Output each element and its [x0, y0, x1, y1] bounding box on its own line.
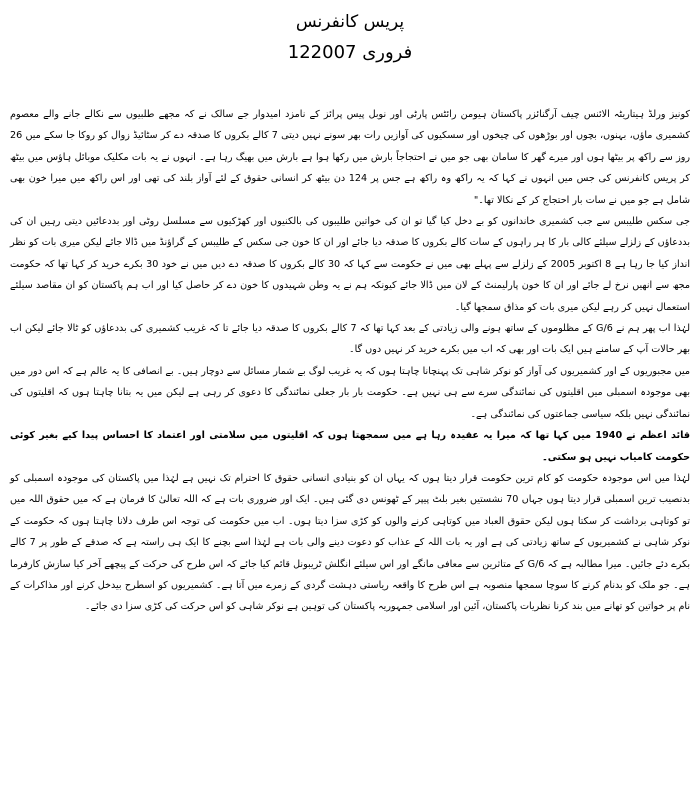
document-date: 12فروری 2007: [287, 42, 413, 63]
document-body: [10, 104, 690, 618]
paragraph: کونیز ورلڈ ہیتاریٹہ الائنس چیف آرگنائزر پاکستان ہیومن رائٹس پارٹی اور نوبل پیس پرائز کے نامزد امیدوار جے سالک نے کہ مجھے طلبیوں سے نکالے جانے والے معصوم کشمیری ماؤں، بہنوں، بچوں اور بوڑھوں کی چیخوں اور سسکیوں کی آوازیں رات بھر سونے نہیں دیتی 7 کالے بکروں کا صدقہ دے کر سٹائیڈ زوال کو روکا جا سکے میں 26 روز سے راکھ پر بیٹھا ہوں اور میرے گھر کا سامان بھی جو میں نے احتجاجاً بارش میں رکھا ہوا ہے بارش میں بھیگ رہا ہے۔ انہوں نے یہ بات مکلیک موبائل ہاؤس میں بیٹھ کر پریس کانفرنس کی جس میں انہوں نے کہا کہ یہ راکھ وہ راکھ ہے جس پر 124 دن بیٹھ کر انسانی حقوق کے لئے آواز بلند کی تھی اور اس راکھ میں میرا خون بھی شامل ہے جو میں نے سات بار احتجاج کر کے نکالا تھا۔": [10, 109, 690, 206]
paragraph: میں مجبوریوں کے اور کشمیریوں کی آواز کو نوکر شاہی تک پہنچانا چاہتا ہوں کہ یہ غریب لوگ بے شمار مسائل سے دوچار ہیں۔ بے انصافی کا یہ عالم ہے کہ اس دور میں بھی موجودہ اسمبلی میں اقلیتوں کی نمائندگی سرے سے ہی نہیں ہے۔ حکومت بار بار جعلی نمائندگی کا دعوی کر رہی ہے لیکن میں یہ بتانا چاہتا ہوں کہ اقلیتوں کی نمائندگی نہیں بلکہ سیاسی جماعتوں کی نمائندگی ہے۔: [10, 365, 690, 420]
paragraph: جی سکس طلیبس سے جب کشمیری خاندانوں کو بے دخل کیا گیا تو ان کی خواتین طلیبوں کی بالکنیوں اور کھڑکیوں سے مسلسل روٹی اور بددعائیں دیتی رہیں ان کی بددعاؤں کے زلزلے سیلئے کالی بار کا ہر راہوں کے سات کالے بکروں کا صدقہ دیا جائے اور ان کا خون جی سکس کے طلیبس کے گراؤنڈ میں ڈالا جائے لیکن میری بات کو نظر انداز کیا جا رہا ہے 8 اکتوبر 2005 کے زلزلے سے پہلے بھی میں نے حکومت سے کہا کہ 30 کالے بکروں کا صدقہ دے دیں میں نے خود 30 بکرے خرید کر کہا تھا کہ حکومت مجھ سے انھیں نرخ لے جائے اور ان کا خون پارلیمنٹ کے لان میں ڈالا جائے کیونکہ ہم نے یہ وطن شہیدوں کا خون دے کر حاصل کیا اور اب ہم پاکستان کو ان مقاصد سیلئے استعمال نہیں کر رہے لیکن میری بات کو مذاق سمجھا گیا۔: [10, 216, 690, 313]
document-title: پریس کانفرنس: [295, 12, 405, 32]
paragraph-quote: قائد اعظم نے 1940 میں کہا تھا کہ میرا یہ عقیدہ رہا ہے میں سمجھتا ہوں کہ اقلیتوں میں سلامتی اور اعتماد کا احساس پیدا کیے بغیر کوئی حکومت کامیاب نہیں ہو سکتی۔: [10, 430, 691, 463]
paragraph: لہٰذا میں اس موجودہ حکومت کو کام ترین حکومت قرار دیتا ہوں کہ یہاں ان کو بنیادی انسانی حقوق کا احترام تک نہیں ہے لہٰذا میں پاکستان کی موجودہ اسمبلی کو بدنصیب ترین اسمبلی قرار دیتا ہوں جہاں 70 نشستیں بغیر بلٹ پیپر کے ٹھونس دی گئی ہیں۔ ایک اور ضروری بات ہے کہ اللہ تعالیٰ کا فرمان ہے کہ میں حقوق اللہ میں تو کوتاہی برداشت کر سکتا ہوں لیکن حقوق العباد میں کوتاہی کرنے والوں کو کڑی سزا دیتا ہوں۔ اب میں حکومت کی توجہ اس طرف دلانا چاہتا ہوں کہ حکومت کے نوکر شاہی نے کشمیریوں کے ساتھ زیادتی کی ہے اور یہ بات اللہ کے عذاب کو دعوت دینے والی بات ہے لہٰذا اسے بچنے کا ایک ہی راستہ ہے کہ صدقے کے طور پر 7 کالے بکرے دئے جائیں۔ میرا مطالبہ ہے کہ G/6 کے متاثرین سے معافی مانگے اور اس سیلئے انگلش ٹریبونل قائم کیا جائے کہ اس طرح کی حرکت کے پیچھے آخر کیا سازش کارفرما ہے۔ جو ملک کو بدنام کرنے کا سوچا سمجھا منصوبہ ہے اس طرح کا واقعہ ریاستی دہشت گردی کے زمرے میں آتا ہے۔ کشمیریوں کو اسطرح بیدخل کرنے اور مذاکرات کے نام پر خواتین کو تھانے میں بند کرنا نظریات پاکستان، آئین اور اسلامی جمہوریہ پاکستان کی توہین ہے نوکر شاہی کو اس حرکت کی کڑی سزا دی جائے۔: [10, 472, 691, 613]
paragraph: لہٰذا اب پھر ہم نے G/6 کے مظلوموں کے ساتھ ہونے والی زیادتی کے بعد کہا تھا کہ 7 کالے بکروں کا صدقہ دیا جائے تا کہ غریب کشمیری کی بددعاؤں کو ٹالا جائے لیکن اب بھر حالات آپ کے سامنے ہیں ایک بات اور بھی کہ اب میں بکرے خرید کر نہیں دوں گا۔: [10, 323, 691, 356]
